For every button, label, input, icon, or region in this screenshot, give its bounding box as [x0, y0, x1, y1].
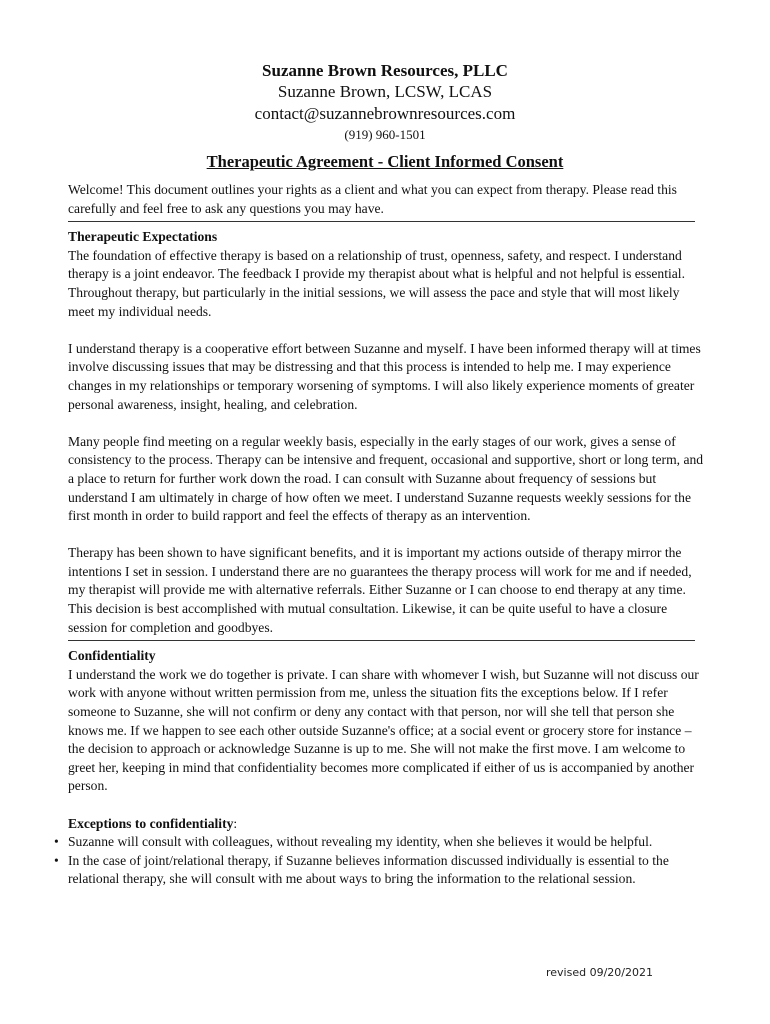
confidentiality-heading: Confidentiality	[68, 648, 156, 664]
bullet-icon: •	[54, 852, 59, 868]
contact-phone: (919) 960-1501	[344, 127, 426, 142]
list-item	[54, 852, 708, 889]
bullet-icon: •	[54, 834, 59, 850]
confidentiality-paragraph: I understand the work we do together is private. I can share with whomever I wish, but Suzanne will not discuss our work with anyone without written permission from me, unless the situation fits the exceptions below. If I refer someone to Suzanne, she will not confirm or deny any contact with that person, nor will she tell that person she knows me. If we happen to see each other outside Suzanne's office; at a social event or grocery store for instance – the decision to approach or acknowledge Suzanne is up to me. She will not make the first move. I am welcome to greet her, keeping in mind that confidentiality becomes more complicated if either of us is accompanied by another person.	[68, 666, 699, 794]
exceptions-colon: :	[233, 815, 238, 831]
organization-name: Suzanne Brown Resources, PLLC	[262, 61, 508, 80]
exceptions-heading: Exceptions to confidentiality	[68, 815, 234, 831]
letterhead	[0, 60, 770, 144]
expectations-heading: Therapeutic Expectations	[68, 229, 218, 245]
exceptions-list	[54, 833, 708, 889]
list-item	[54, 833, 708, 852]
exception-text-1: Suzanne will consult with colleagues, without revealing my identity, when she believes it would be helpful.	[68, 834, 653, 850]
section-divider	[68, 640, 695, 641]
document-body	[54, 181, 708, 889]
expectations-paragraph-4: Therapy has been shown to have significant benefits, and it is important my actions outside of therapy mirror the intentions I set in session. I understand there are no guarantees the therapy process will work for me and if needed, my therapist will provide me with alternative referrals. Either Suzanne or I can choose to end therapy at any time. This decision is best accomplished with mutual consultation. Likewise, it can be quite useful to have a closure session for completion and goodbyes.	[68, 545, 692, 635]
intro-paragraph: Welcome! This document outlines your rights as a client and what you can expect from therapy. Please read this carefully and feel free to ask any questions you may have.	[68, 182, 677, 216]
expectations-paragraph-2: I understand therapy is a cooperative effort between Suzanne and myself. I have been informed therapy will at times involve discussing issues that may be distressing and that this process is intended to help me. I may experience changes in my relationships or temporary worsening of symptoms. I will also likely experience moments of greater personal awareness, insight, healing, and celebration.	[68, 340, 701, 412]
revision-date: revised 09/20/2021	[546, 966, 653, 979]
expectations-paragraph-1: The foundation of effective therapy is based on a relationship of trust, openness, safety, and respect. I understand therapy is a joint endeavor. The feedback I provide my therapist about what is helpful and not helpful is essential. Throughout therapy, but particularly in the initial sessions, we will assess the pace and style that will most likely meet my individual needs.	[68, 247, 685, 319]
document-title: Therapeutic Agreement - Client Informed Consent	[206, 152, 564, 171]
contact-email: contact@suzannebrownresources.com	[254, 104, 516, 123]
section-divider	[68, 221, 695, 222]
expectations-paragraph-3: Many people find meeting on a regular weekly basis, especially in the early stages of our work, gives a sense of consistency to the process. Therapy can be intensive and frequent, occasional and supportive, short or long term, and a place to return for further work down the road. I can consult with Suzanne about frequency of sessions but understand I am ultimately in charge of how often we meet. I understand Suzanne requests weekly sessions for the first month in order to build rapport and feel the effects of therapy as an intervention.	[68, 433, 704, 524]
exceptions-heading-line	[68, 815, 708, 834]
therapist-name: Suzanne Brown, LCSW, LCAS	[277, 82, 493, 101]
exception-text-2: In the case of joint/relational therapy, if Suzanne believes information discussed individually is essential to the relational therapy, she will consult with me about ways to bring the information to the relational session.	[68, 852, 669, 887]
